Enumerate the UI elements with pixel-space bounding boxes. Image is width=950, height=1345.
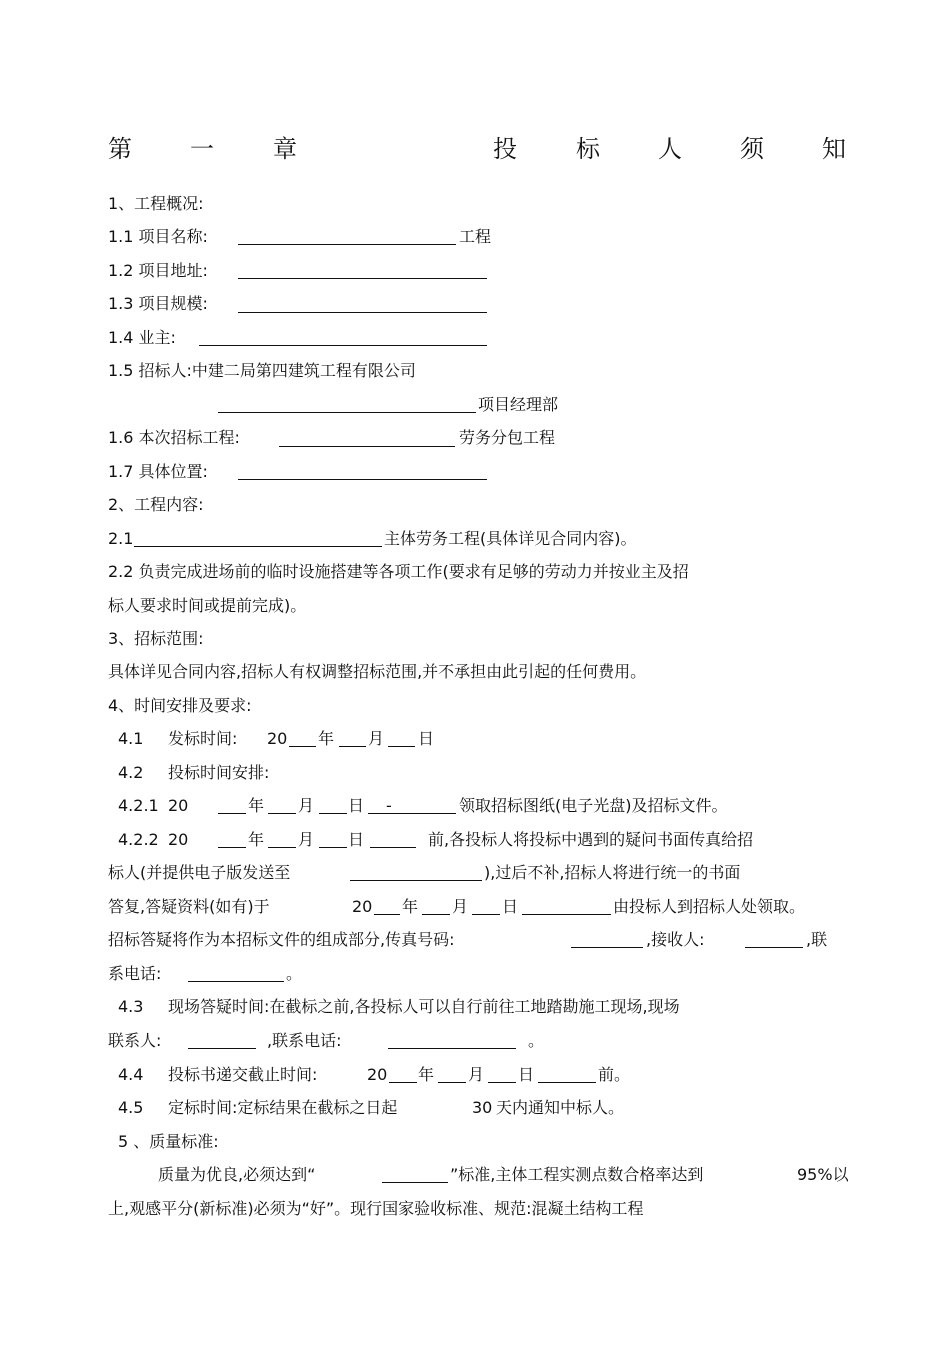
item-4-1-label: 发标时间: (168, 729, 238, 748)
item-4-2-1-num: 4.2.1 (118, 796, 159, 815)
item-4-2-label: 投标时间安排: (168, 763, 270, 782)
deadline-day-blank[interactable] (488, 1082, 516, 1083)
item-4-5-days: 30 (472, 1098, 493, 1117)
answer-year-blank[interactable] (374, 914, 400, 915)
section-3-heading: 3、招标范围: (108, 629, 204, 648)
item-4-2-1-prefix: 20 (168, 796, 189, 815)
item-4-5-label: 定标时间:定标结果在截标之日起 (168, 1098, 398, 1117)
item-4-2-2-l4-prefix: 招标答疑将作为本招标文件的组成部分,传真号码: (108, 930, 455, 949)
item-4-1-m: 月 (368, 729, 385, 748)
item-2-2-line2: 标人要求时间或提前完成)。 (108, 596, 307, 615)
tender-project-blank[interactable] (279, 446, 455, 447)
item-1-7-label: 1.7 具体位置: (108, 462, 208, 481)
item-4-2-2-l3-y: 年 (402, 897, 419, 916)
item-1-2-label: 1.2 项目地址: (108, 261, 208, 280)
item-1-5-label: 1.5 招标人:中建二局第四建筑工程有限公司 (108, 361, 416, 380)
pickup-day-blank[interactable] (319, 813, 347, 814)
item-4-2-1-y: 年 (248, 796, 265, 815)
item-4-5-num: 4.5 (118, 1098, 144, 1117)
release-year-blank[interactable] (289, 746, 316, 747)
item-4-4-num: 4.4 (118, 1065, 144, 1084)
title-char: 章 (273, 135, 297, 163)
item-4-2-2-l2-suffix: ),过后不补,招标人将进行统一的书面 (484, 863, 741, 882)
title-char: 第 (108, 135, 132, 163)
item-2-1-suffix: 主体劳务工程(具体详见合同内容)。 (384, 529, 637, 548)
item-4-1-d: 日 (418, 729, 435, 748)
item-4-2-2-l3-m: 月 (452, 897, 469, 916)
item-4-3-l2-end: 。 (528, 1031, 545, 1050)
item-4-2-2-d: 日 (348, 830, 365, 849)
item-1-3-label: 1.3 项目规模: (108, 294, 208, 313)
item-4-3-l2-mid: ,联系电话: (267, 1031, 342, 1050)
title-char: 知 (822, 135, 846, 163)
contact-phone-blank[interactable] (188, 981, 284, 982)
title-char: 投 (493, 135, 517, 163)
item-4-1-prefix: 20 (267, 729, 288, 748)
project-dept-blank[interactable] (218, 412, 476, 413)
pickup-year-blank[interactable] (218, 813, 246, 814)
item-4-4-prefix: 20 (367, 1065, 388, 1084)
answer-month-blank[interactable] (422, 914, 450, 915)
section-2-heading: 2、工程内容: (108, 495, 204, 514)
question-month-blank[interactable] (268, 847, 296, 848)
release-day-blank[interactable] (388, 746, 415, 747)
item-2-1-prefix: 2.1 (108, 529, 134, 548)
title-char: 人 (658, 135, 682, 163)
section-5-l2: 上,观感平分(新标准)必须为“好”。现行国家验收标准、规范:混凝土结构工程 (108, 1199, 644, 1218)
item-4-2-2-y: 年 (248, 830, 265, 849)
item-1-4-label: 1.4 业主: (108, 328, 176, 347)
standard-blank[interactable] (382, 1182, 448, 1183)
item-4-2-1-suffix: 领取招标图纸(电子光盘)及招标文件。 (459, 796, 728, 815)
pickup-range-blank[interactable] (368, 813, 456, 814)
question-time-blank[interactable] (370, 847, 416, 848)
item-1-1-suffix: 工程 (459, 227, 492, 246)
deadline-year-blank[interactable] (389, 1082, 417, 1083)
answer-day-blank[interactable] (472, 914, 500, 915)
owner-blank[interactable] (199, 345, 487, 346)
item-4-2-2-l5-end: 。 (286, 964, 303, 983)
item-4-4-y: 年 (418, 1065, 435, 1084)
item-4-3-num: 4.3 (118, 997, 144, 1016)
title-char: 一 (190, 135, 214, 163)
item-4-2-1-dash: - (386, 796, 392, 815)
item-4-2-2-l3-prefix: 答复,答疑资料(如有)于 (108, 897, 270, 916)
deadline-month-blank[interactable] (438, 1082, 466, 1083)
question-day-blank[interactable] (319, 847, 347, 848)
section-4-heading: 4、时间安排及要求: (108, 696, 252, 715)
item-4-4-suffix: 前。 (598, 1065, 631, 1084)
section-1-heading: 1、工程概况: (108, 194, 204, 213)
site-contact-blank[interactable] (188, 1048, 256, 1049)
item-4-5-suffix: 天内通知中标人。 (496, 1098, 625, 1117)
receiver-blank[interactable] (745, 947, 803, 948)
item-4-2-2-m: 月 (298, 830, 315, 849)
item-4-2-2-num: 4.2.2 (118, 830, 159, 849)
site-phone-blank[interactable] (388, 1048, 516, 1049)
main-work-blank[interactable] (134, 546, 382, 547)
item-4-2-1-m: 月 (298, 796, 315, 815)
item-4-2-2-l2-prefix: 标人(并提供电子版发送至 (108, 863, 291, 882)
location-blank[interactable] (238, 479, 487, 480)
title-char: 须 (740, 135, 764, 163)
email-blank[interactable] (350, 880, 482, 881)
item-4-2-2-l3-suffix: 由投标人到招标人处领取。 (613, 897, 806, 916)
item-1-6-suffix: 劳务分包工程 (459, 428, 556, 447)
item-4-2-2-l3-year: 20 (352, 897, 373, 916)
item-1-5-suffix: 项目经理部 (478, 395, 559, 414)
item-4-4-d: 日 (518, 1065, 535, 1084)
release-month-blank[interactable] (339, 746, 366, 747)
item-4-2-2-l1-suffix: 前,各投标人将投标中遇到的疑问书面传真给招 (428, 830, 754, 849)
item-2-2-line1: 2.2 负责完成进场前的临时设施搭建等各项工作(要求有足够的劳动力并按业主及招 (108, 562, 689, 581)
question-year-blank[interactable] (218, 847, 246, 848)
title-char: 标 (576, 135, 600, 163)
project-scale-blank[interactable] (238, 312, 487, 313)
item-4-2-2-prefix: 20 (168, 830, 189, 849)
item-4-3-l2-prefix: 联系人: (108, 1031, 162, 1050)
pickup-month-blank[interactable] (268, 813, 296, 814)
fax-blank[interactable] (571, 947, 643, 948)
item-4-2-2-l5-prefix: 系电话: (108, 964, 162, 983)
item-1-1-label: 1.1 项目名称: (108, 227, 208, 246)
answer-time-blank[interactable] (522, 914, 611, 915)
item-4-2-2-l3-d: 日 (502, 897, 519, 916)
item-4-1-num: 4.1 (118, 729, 144, 748)
item-4-2-2-l4-mid: ,接收人: (646, 930, 705, 949)
section-3-text: 具体详见合同内容,招标人有权调整招标范围,并不承担由此引起的任何费用。 (108, 662, 647, 681)
item-4-2-num: 4.2 (118, 763, 144, 782)
project-name-blank[interactable] (238, 244, 456, 245)
section-5-l1-prefix: 质量为优良,必须达到“ (158, 1165, 316, 1184)
item-1-6-label: 1.6 本次招标工程: (108, 428, 240, 447)
section-5-l1-pct: 95%以 (797, 1165, 849, 1184)
item-4-2-1-d: 日 (348, 796, 365, 815)
item-4-4-m: 月 (468, 1065, 485, 1084)
item-4-1-y: 年 (318, 729, 335, 748)
item-4-3-l1: 现场答疑时间:在截标之前,各投标人可以自行前往工地踏勘施工现场,现场 (168, 997, 680, 1016)
item-4-4-label: 投标书递交截止时间: (168, 1065, 318, 1084)
project-address-blank[interactable] (238, 278, 487, 279)
deadline-time-blank[interactable] (538, 1082, 596, 1083)
item-4-2-2-l4-end: ,联 (806, 930, 828, 949)
section-5-l1-mid: ”标准,主体工程实测点数合格率达到 (450, 1165, 704, 1184)
section-5-heading: 5 、质量标准: (118, 1132, 219, 1151)
